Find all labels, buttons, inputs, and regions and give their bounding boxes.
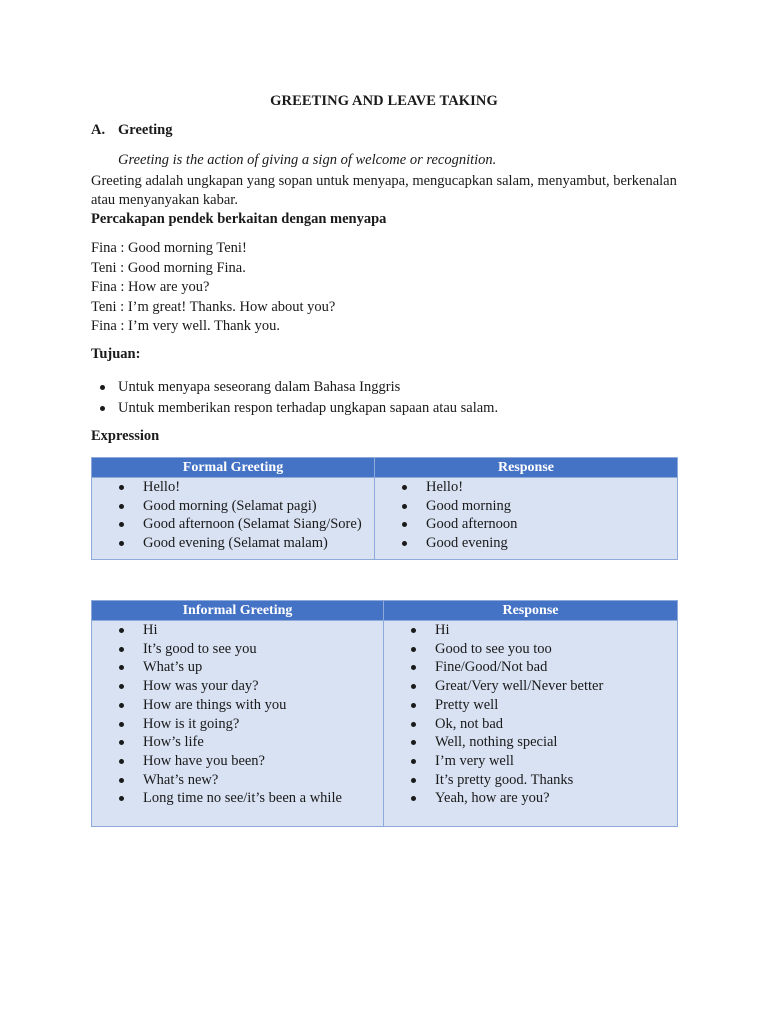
dialog-line: Teni : Good morning Fina. <box>91 259 246 276</box>
list-item: How have you been? <box>92 752 383 771</box>
list-item: Hello! <box>375 478 677 497</box>
dialog-line: Teni : I’m great! Thanks. How about you? <box>91 298 336 315</box>
list-item: What’s up <box>92 658 383 677</box>
column-header-response: Response <box>384 601 678 621</box>
definition-indonesian: Greeting adalah ungkapan yang sopan untuk menyapa, mengucapkan salam, menyambut, berkenalan atau menyanyakan kabar. <box>91 173 677 208</box>
list-item: Ok, not bad <box>384 715 677 734</box>
list-item: How was your day? <box>92 677 383 696</box>
document-title: GREETING AND LEAVE TAKING <box>270 93 498 109</box>
table-header-row <box>92 601 678 621</box>
table-row <box>92 621 678 827</box>
formal-greeting-table <box>91 457 678 560</box>
section-heading <box>91 122 173 139</box>
list-item: How’s life <box>92 733 383 752</box>
section-title: Greeting <box>118 122 173 138</box>
informal-greeting-table <box>91 600 678 827</box>
purpose-item: Untuk memberikan respon terhadap ungkapan sapaan atau salam. <box>91 398 498 419</box>
informal-responses-cell <box>384 621 678 827</box>
list-item: It’s good to see you <box>92 640 383 659</box>
list-item: Yeah, how are you? <box>384 789 677 808</box>
section-number: A. <box>91 122 106 138</box>
list-item: Well, nothing special <box>384 733 677 752</box>
dialog <box>91 239 335 337</box>
list-item: Good evening (Selamat malam) <box>92 534 374 553</box>
dialog-line: Fina : I’m very well. Thank you. <box>91 318 281 334</box>
table-header-row <box>92 458 678 478</box>
formal-greetings-cell <box>92 478 375 560</box>
list-item: Good afternoon (Selamat Siang/Sore) <box>92 515 374 534</box>
column-header-formal-greeting: Formal Greeting <box>92 458 375 478</box>
definition-english: Greeting is the action of giving a sign of welcome or recognition. <box>118 152 497 168</box>
purpose-item: Untuk menyapa seseorang dalam Bahasa Inggris <box>91 377 498 398</box>
list-item: I’m very well <box>384 752 677 771</box>
list-item: Good morning <box>375 497 677 516</box>
dialog-line: Fina : How are you? <box>91 279 210 295</box>
list-item: Good morning (Selamat pagi) <box>92 497 374 516</box>
column-header-response: Response <box>375 458 678 478</box>
purpose-list <box>91 377 498 419</box>
list-item: How are things with you <box>92 696 383 715</box>
list-item: Pretty well <box>384 696 677 715</box>
list-item: Long time no see/it’s been a while <box>92 789 383 808</box>
expression-heading: Expression <box>91 428 160 444</box>
list-item: Good evening <box>375 534 677 553</box>
informal-greetings-cell <box>92 621 384 827</box>
column-header-informal-greeting: Informal Greeting <box>92 601 384 621</box>
formal-responses-cell <box>375 478 678 560</box>
list-item: What’s new? <box>92 771 383 790</box>
list-item: Great/Very well/Never better <box>384 677 677 696</box>
purpose-heading: Tujuan: <box>91 346 141 362</box>
table-row <box>92 478 678 560</box>
list-item: Hello! <box>92 478 374 497</box>
list-item: Good to see you too <box>384 640 677 659</box>
dialog-heading: Percakapan pendek berkaitan dengan menyapa <box>91 211 387 227</box>
list-item: How is it going? <box>92 715 383 734</box>
list-item: Fine/Good/Not bad <box>384 658 677 677</box>
dialog-line: Fina : Good morning Teni! <box>91 240 247 256</box>
list-item: It’s pretty good. Thanks <box>384 771 677 790</box>
list-item: Hi <box>384 621 677 640</box>
list-item: Hi <box>92 621 383 640</box>
list-item: Good afternoon <box>375 515 677 534</box>
